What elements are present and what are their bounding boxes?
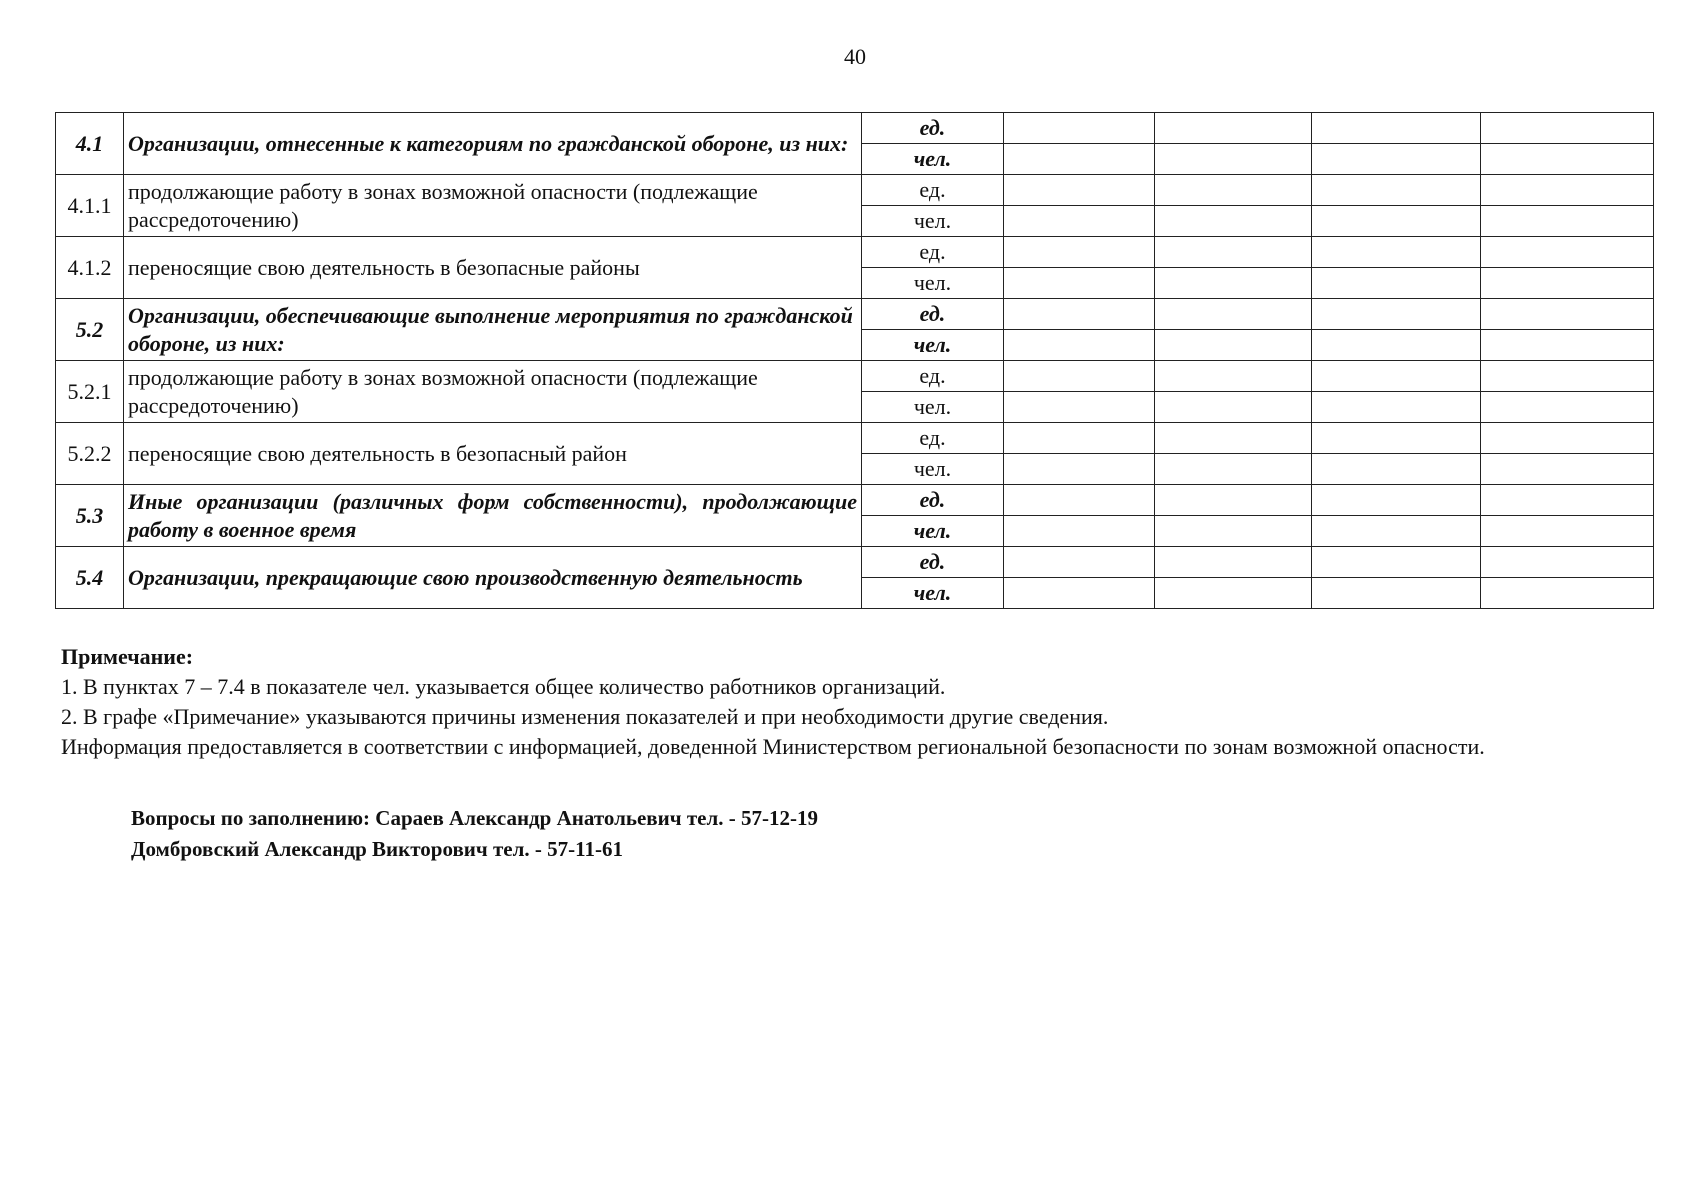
value-cell[interactable]	[1155, 175, 1312, 206]
note-line: Информация предоставляется в соответствии с информацией, доведенной Министерством региональной безопасности по зонам возможной опасности.	[61, 734, 1485, 759]
value-cell[interactable]	[1155, 113, 1312, 144]
value-cell[interactable]	[1004, 206, 1155, 237]
table-row	[56, 485, 1654, 516]
value-cell[interactable]	[1481, 454, 1654, 485]
row-name: Организации, прекращающие свою производственную деятельность	[124, 547, 862, 609]
row-name: переносящие свою деятельность в безопасные районы	[124, 237, 862, 299]
row-code: 5.2.2	[56, 423, 124, 485]
table-row	[56, 237, 1654, 268]
unit-people-label: чел.	[862, 144, 1004, 175]
value-cell[interactable]	[1481, 268, 1654, 299]
value-cell[interactable]	[1312, 237, 1481, 268]
value-cell[interactable]	[1155, 547, 1312, 578]
value-cell[interactable]	[1312, 485, 1481, 516]
value-cell[interactable]	[1481, 578, 1654, 609]
table-row	[56, 299, 1654, 330]
value-cell[interactable]	[1004, 299, 1155, 330]
value-cell[interactable]	[1312, 330, 1481, 361]
unit-people-label: чел.	[862, 206, 1004, 237]
value-cell[interactable]	[1312, 268, 1481, 299]
row-code: 5.2	[56, 299, 124, 361]
value-cell[interactable]	[1481, 516, 1654, 547]
row-name: переносящие свою деятельность в безопасный район	[124, 423, 862, 485]
unit-people-label: чел.	[862, 330, 1004, 361]
value-cell[interactable]	[1004, 361, 1155, 392]
row-code: 5.2.1	[56, 361, 124, 423]
unit-people-label: чел.	[862, 454, 1004, 485]
value-cell[interactable]	[1155, 361, 1312, 392]
value-cell[interactable]	[1481, 206, 1654, 237]
row-code: 4.1.1	[56, 175, 124, 237]
value-cell[interactable]	[1155, 206, 1312, 237]
value-cell[interactable]	[1155, 237, 1312, 268]
unit-count-label: ед.	[862, 113, 1004, 144]
value-cell[interactable]	[1312, 392, 1481, 423]
unit-people-label: чел.	[862, 578, 1004, 609]
contact-line: Вопросы по заполнению: Сараев Александр Анатольевич тел. - 57-12-19	[131, 806, 818, 830]
value-cell[interactable]	[1481, 175, 1654, 206]
unit-count-label: ед.	[862, 361, 1004, 392]
unit-people-label: чел.	[862, 392, 1004, 423]
value-cell[interactable]	[1312, 144, 1481, 175]
value-cell[interactable]	[1004, 268, 1155, 299]
value-cell[interactable]	[1004, 175, 1155, 206]
unit-count-label: ед.	[862, 485, 1004, 516]
row-code: 4.1	[56, 113, 124, 175]
unit-people-label: чел.	[862, 516, 1004, 547]
value-cell[interactable]	[1155, 144, 1312, 175]
value-cell[interactable]	[1004, 392, 1155, 423]
value-cell[interactable]	[1481, 144, 1654, 175]
notes-title: Примечание:	[61, 644, 194, 669]
unit-count-label: ед.	[862, 175, 1004, 206]
value-cell[interactable]	[1481, 237, 1654, 268]
value-cell[interactable]	[1155, 423, 1312, 454]
value-cell[interactable]	[1155, 330, 1312, 361]
row-code: 5.4	[56, 547, 124, 609]
table-row	[56, 113, 1654, 144]
unit-count-label: ед.	[862, 547, 1004, 578]
contact-line: Домбровский Александр Викторович тел. - 57-11-61	[131, 837, 623, 861]
row-code: 5.3	[56, 485, 124, 547]
value-cell[interactable]	[1312, 547, 1481, 578]
value-cell[interactable]	[1155, 268, 1312, 299]
row-name: продолжающие работу в зонах возможной опасности (подлежащие рассредоточению)	[124, 361, 862, 423]
value-cell[interactable]	[1312, 361, 1481, 392]
value-cell[interactable]	[1004, 578, 1155, 609]
row-name: Иные организации (различных форм собственности), продолжающие работу в военное время	[124, 485, 862, 547]
page-number: 40	[844, 44, 866, 69]
unit-count-label: ед.	[862, 299, 1004, 330]
note-line: 1. В пунктах 7 – 7.4 в показателе чел. указывается общее количество работников организаций.	[61, 674, 946, 699]
indicators-table	[55, 112, 1654, 609]
unit-people-label: чел.	[862, 268, 1004, 299]
value-cell[interactable]	[1312, 206, 1481, 237]
note-line: 2. В графе «Примечание» указываются причины изменения показателей и при необходимости другие сведения.	[61, 704, 1109, 729]
table-row	[56, 175, 1654, 206]
value-cell[interactable]	[1481, 299, 1654, 330]
value-cell[interactable]	[1155, 578, 1312, 609]
row-name: продолжающие работу в зонах возможной опасности (подлежащие рассредоточению)	[124, 175, 862, 237]
value-cell[interactable]	[1481, 361, 1654, 392]
value-cell[interactable]	[1155, 299, 1312, 330]
value-cell[interactable]	[1004, 485, 1155, 516]
value-cell[interactable]	[1481, 392, 1654, 423]
value-cell[interactable]	[1481, 113, 1654, 144]
value-cell[interactable]	[1481, 485, 1654, 516]
value-cell[interactable]	[1312, 299, 1481, 330]
table-row	[56, 547, 1654, 578]
unit-count-label: ед.	[862, 237, 1004, 268]
value-cell[interactable]	[1312, 516, 1481, 547]
value-cell[interactable]	[1004, 144, 1155, 175]
value-cell[interactable]	[1004, 237, 1155, 268]
value-cell[interactable]	[1312, 454, 1481, 485]
value-cell[interactable]	[1155, 516, 1312, 547]
value-cell[interactable]	[1004, 330, 1155, 361]
row-name: Организации, обеспечивающие выполнение мероприятия по гражданской обороне, из них:	[124, 299, 862, 361]
value-cell[interactable]	[1481, 547, 1654, 578]
value-cell[interactable]	[1004, 113, 1155, 144]
row-name: Организации, отнесенные к категориям по гражданской обороне, из них:	[124, 113, 862, 175]
value-cell[interactable]	[1155, 392, 1312, 423]
contacts-section	[131, 803, 818, 865]
row-code: 4.1.2	[56, 237, 124, 299]
value-cell[interactable]	[1004, 547, 1155, 578]
unit-count-label: ед.	[862, 423, 1004, 454]
value-cell[interactable]	[1004, 454, 1155, 485]
value-cell[interactable]	[1312, 423, 1481, 454]
value-cell[interactable]	[1312, 175, 1481, 206]
table-row	[56, 423, 1654, 454]
table-row	[56, 361, 1654, 392]
value-cell[interactable]	[1481, 330, 1654, 361]
value-cell[interactable]	[1004, 516, 1155, 547]
value-cell[interactable]	[1004, 423, 1155, 454]
value-cell[interactable]	[1155, 485, 1312, 516]
value-cell[interactable]	[1481, 423, 1654, 454]
notes-section	[61, 642, 1661, 762]
value-cell[interactable]	[1312, 578, 1481, 609]
value-cell[interactable]	[1312, 113, 1481, 144]
value-cell[interactable]	[1155, 454, 1312, 485]
